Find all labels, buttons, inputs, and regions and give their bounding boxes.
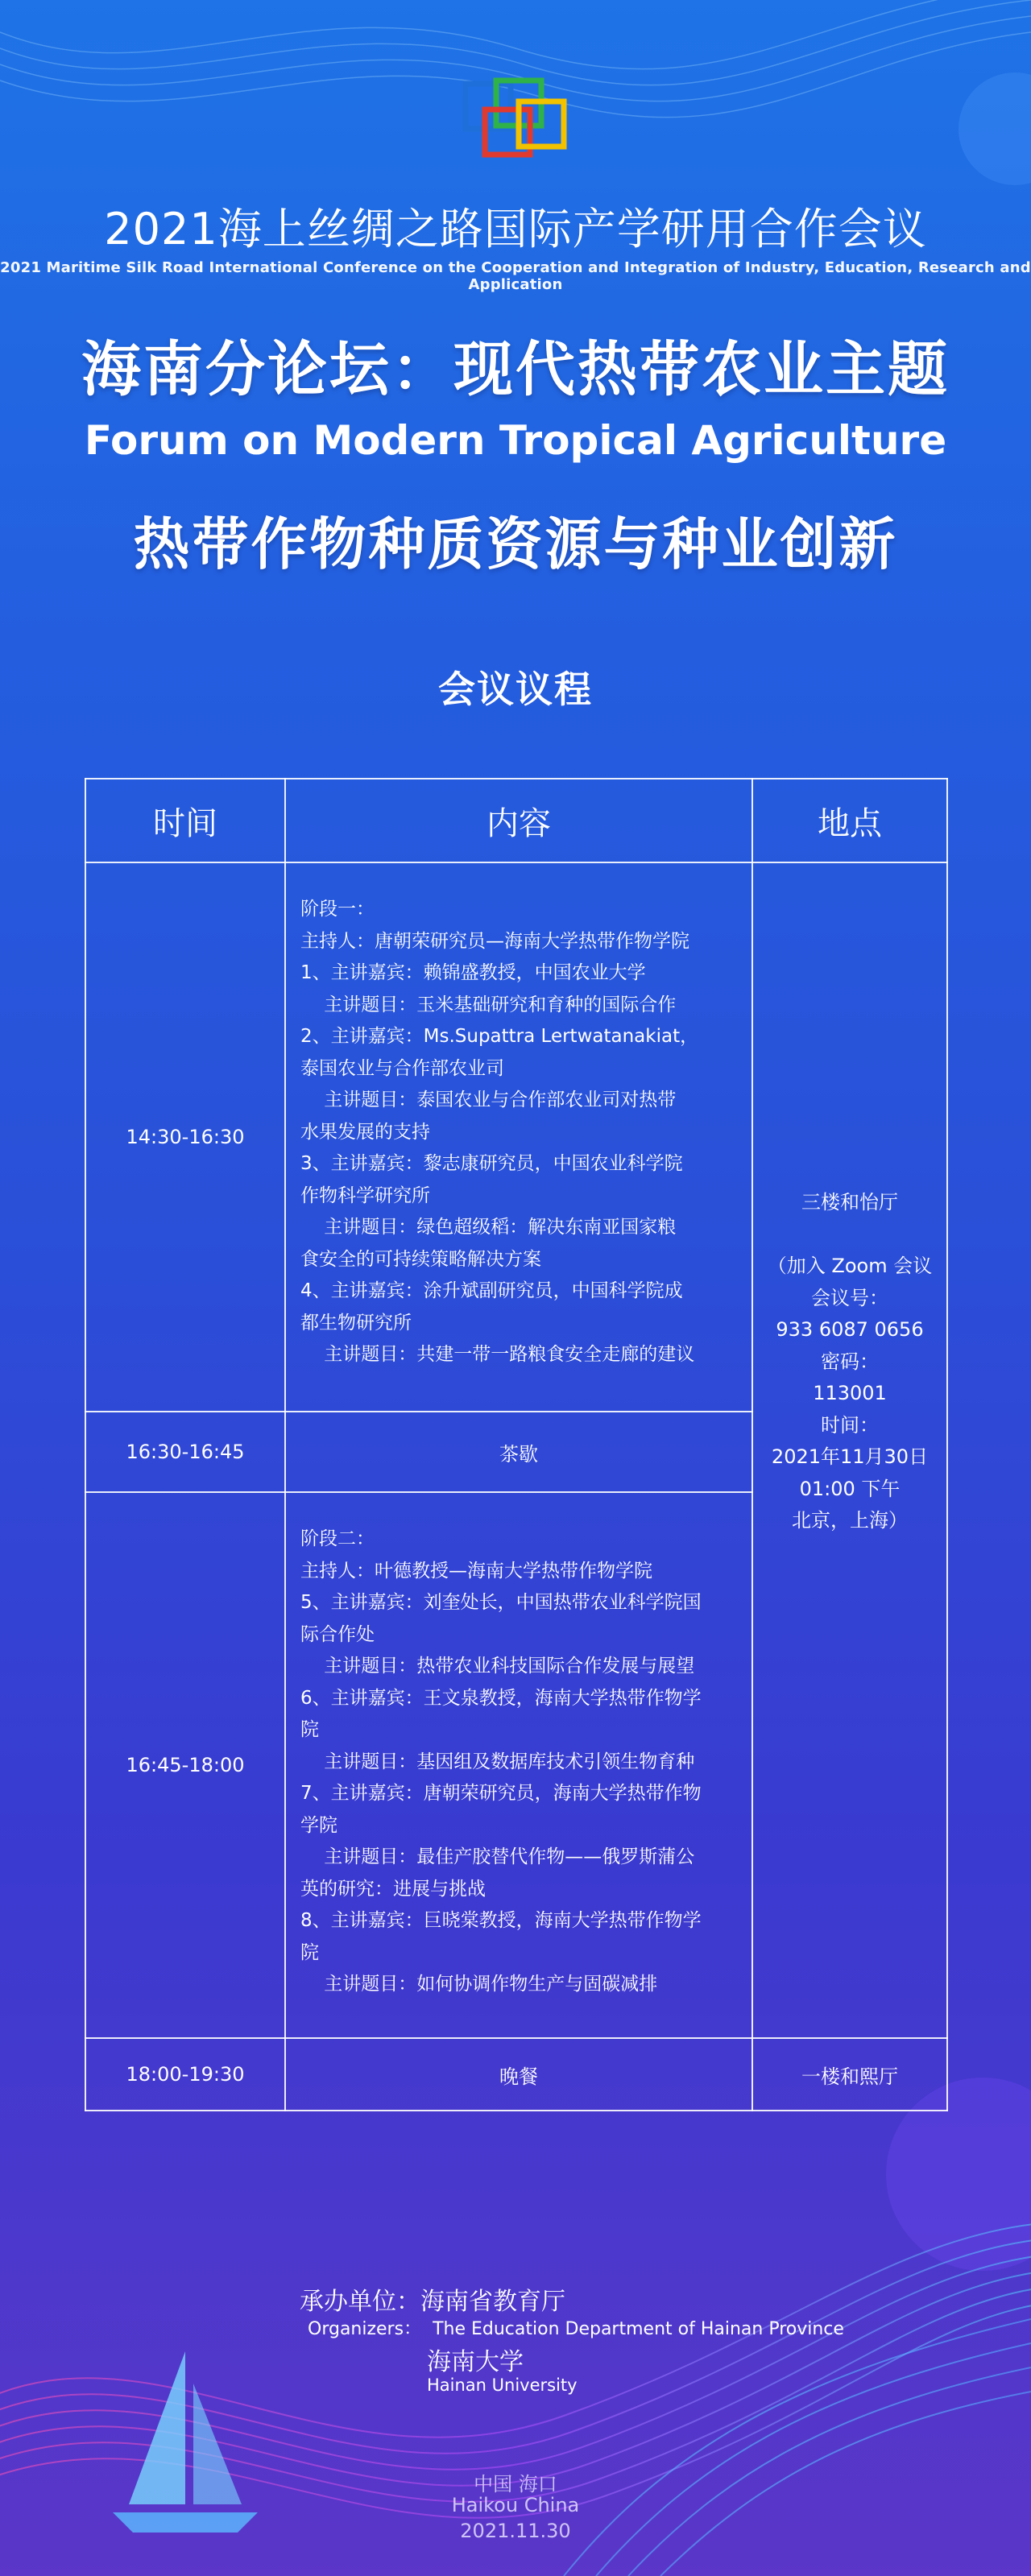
content-line: 5、主讲嘉宾：刘奎处长，中国热带农业科学院国	[300, 1592, 702, 1613]
content-line: 主讲题目：绿色超级稻：解决东南亚国家粮	[300, 1217, 677, 1238]
forum-title-cn: 海南分论坛：现代热带农业主题	[81, 335, 950, 404]
venue-cell	[752, 862, 947, 2038]
column-header-venue: 地点	[752, 779, 947, 862]
footer-city-en: Haikou China	[451, 2494, 580, 2516]
content-line: 食安全的可持续策略解决方案	[300, 1248, 541, 1270]
table-row	[85, 862, 947, 1412]
meeting-timezone: 北京，上海）	[792, 1509, 908, 1532]
meeting-date: 2021年11月30日	[771, 1445, 929, 1469]
content-line: 主持人：叶德教授—海南大学热带作物学院	[300, 1560, 652, 1582]
table-header-row	[85, 779, 947, 862]
content-line: 主讲题目：共建一带一路粮食安全走廊的建议	[300, 1344, 695, 1365]
column-header-time: 时间	[85, 779, 285, 862]
content-line: 主讲题目：基因组及数据库技术引领生物育种	[300, 1751, 695, 1772]
content-cell: 晚餐	[285, 2038, 752, 2111]
time-cell: 16:30-16:45	[85, 1412, 285, 1492]
content-line: 际合作处	[300, 1623, 375, 1645]
content-line: 都生物研究所	[300, 1312, 412, 1333]
forum-topic-cn: 热带作物种质资源与种业创新	[133, 511, 898, 577]
content-line: 3、主讲嘉宾：黎志康研究员，中国农业科学院	[300, 1153, 683, 1174]
password-label: 密码：	[821, 1350, 879, 1373]
organizer-name-en: The Education Department of Hainan Province	[433, 2319, 844, 2339]
content-cell: 茶歇	[285, 1412, 752, 1492]
organizer-label-cn: 承办单位：	[300, 2288, 420, 2316]
time-cell: 14:30-16:30	[85, 862, 285, 1412]
meeting-id-label: 会议号：	[811, 1286, 888, 1309]
venue-room: 三楼和怡厅	[801, 1191, 898, 1214]
content-line: 主持人：唐朝荣研究员—海南大学热带作物学院	[300, 930, 689, 952]
content-line: 主讲题目：泰国农业与合作部农业司对热带	[300, 1090, 677, 1110]
content-line: 英的研究：进展与挑战	[300, 1878, 486, 1900]
content-line: 阶段二：	[300, 1528, 375, 1549]
content-line: 7、主讲嘉宾：唐朝荣研究员，海南大学热带作物	[300, 1783, 702, 1804]
university-name-en: Hainan University	[427, 2375, 578, 2395]
meeting-clock: 01:00 下午	[799, 1477, 901, 1500]
column-header-content: 内容	[285, 779, 752, 862]
university-name-cn: 海南大学	[427, 2348, 524, 2376]
organizer-line-cn	[300, 2281, 565, 2317]
content-line: 主讲题目：热带农业科技国际合作发展与展望	[300, 1656, 695, 1677]
content-line: 主讲题目：如何协调作物生产与固碳减排	[300, 1974, 658, 1995]
organizer-name-cn: 海南省教育厅	[420, 2288, 565, 2316]
footer-city-cn: 中国 海口	[474, 2473, 557, 2495]
footer-date: 2021.11.30	[460, 2520, 571, 2542]
content-line: 主讲题目：玉米基础研究和育种的国际合作	[300, 994, 677, 1015]
conference-title-cn: 2021海上丝绸之路国际产学研用合作会议	[104, 204, 927, 254]
content-line: 6、主讲嘉宾：王文泉教授，海南大学热带作物学	[300, 1687, 702, 1709]
forum-title-en: Forum on Modern Tropical Agriculture	[84, 417, 947, 464]
table-row	[85, 2038, 947, 2111]
content-line: 2、主讲嘉宾：Ms.Supattra Lertwatanakiat，	[300, 1026, 699, 1047]
organizer-line-en	[308, 2315, 844, 2340]
content-line: 院	[300, 1719, 319, 1740]
content-line: 主讲题目：最佳产胶替代作物——俄罗斯蒲公	[300, 1846, 695, 1867]
content-line: 8、主讲嘉宾：巨晓棠教授，海南大学热带作物学	[300, 1910, 702, 1931]
conference-title-en: 2021 Maritime Silk Road International Conference on the Cooperation and Integration of Industry, Education, Research and Application	[0, 259, 1031, 293]
content-line: 水果发展的支持	[300, 1121, 430, 1143]
content-line: 1、主讲嘉宾：赖锦盛教授，中国农业大学	[300, 962, 646, 983]
venue-cell: 一楼和熙厅	[752, 2038, 947, 2111]
time-cell: 16:45-18:00	[85, 1492, 285, 2038]
agenda-table	[85, 778, 948, 2111]
content-line: 院	[300, 1941, 319, 1963]
password: 113001	[813, 1382, 887, 1405]
zoom-join-text: （加入 Zoom 会议	[767, 1255, 933, 1278]
content-line: 学院	[300, 1814, 337, 1836]
conference-logo-icon	[461, 77, 570, 158]
content-line: 阶段一：	[300, 899, 375, 920]
content-line: 作物科学研究所	[300, 1185, 430, 1206]
time-cell: 18:00-19:30	[85, 2038, 285, 2111]
time-label: 时间：	[821, 1413, 879, 1437]
agenda-title: 会议议程	[438, 668, 593, 711]
content-cell	[285, 1492, 752, 2038]
meeting-id: 933 6087 0656	[776, 1318, 924, 1342]
organizer-label-en: Organizers：	[308, 2319, 422, 2339]
content-cell	[285, 862, 752, 1412]
content-line: 泰国农业与合作部农业司	[300, 1057, 504, 1079]
content-line: 4、主讲嘉宾：涂升斌副研究员，中国科学院成	[300, 1280, 683, 1301]
